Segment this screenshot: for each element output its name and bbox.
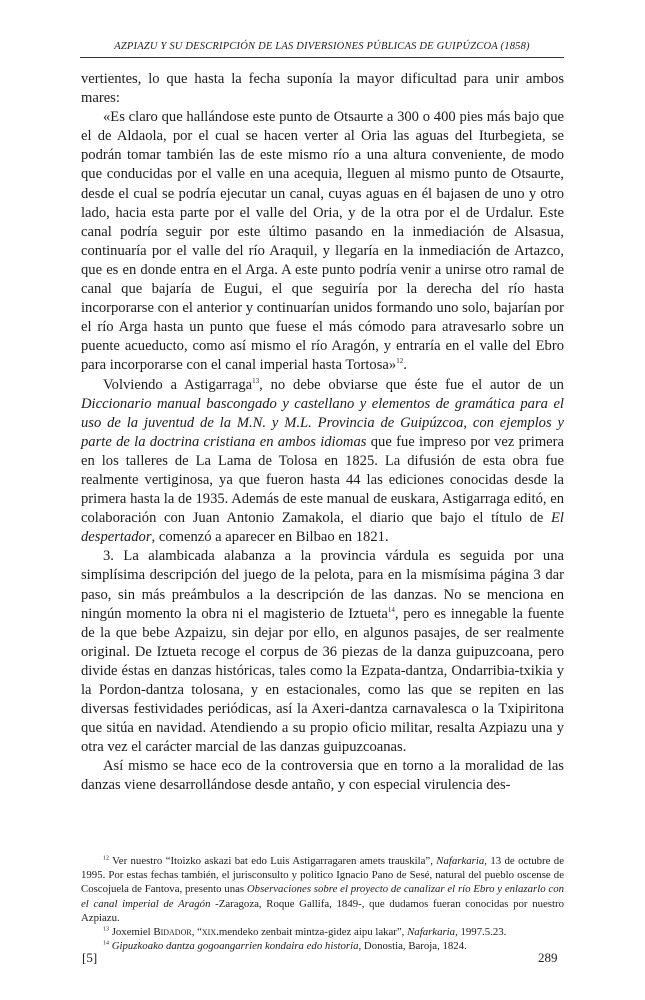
running-header: AZPIAZU Y SU DESCRIPCIÓN DE LAS DIVERSIONES PÚBLICAS DE GUIPÚZCOA (1858)	[114, 41, 530, 52]
paragraph-4	[81, 547, 564, 757]
footnote-14	[81, 939, 564, 953]
footnote-ref-13: 13	[252, 376, 260, 385]
work-title: Gipuzkoako dantza gogoangarrien kondaira edo historia,	[111, 940, 362, 953]
quote-text: «Es claro que hallándose este punto de Otsaurte a 300 o 400 pies más bajo que el de Aldaola, por el cual se hacen verter al Oria las aguas del Iturbegieta, se podrán tomar también las de este mismo río a una altura conveniente, de modo que conducidas por el valle en una acequia, lleguen al mismo punto de Otsaurte, desde el cual se podría ejecutar un canal, cuyas aguas en él bajasen de uno y otro lado, hacia esta parte por el valle del Oria, y de la otra por el de Urdalur. Este canal podría seguir por este último pasando en la inmediación de Alsasua, continuaría por el valle del río Araquil, y llegaría en la inmediación de Artazco, que es en donde entra en el Arga. A este punto podría venir a unirse otro ramal de canal que bajaría de Eugui, el que seguiría por la derecha del río hasta incorporarse con el anterior y continuarían unidos formando uno solo, bajarían por el río Arga hasta un punto que fuese el más cómodo para atravesarlo sobre un puente acueducto, como así mismo el río Aragón, y entraría en el valle del Ebro para incorporarse con el canal imperial hasta Tortosa»	[81, 109, 564, 374]
footnote-text: Ver nuestro “Itoizko askazi bat edo Luis Astigarragaren amets trauskila”,	[112, 855, 437, 867]
quote-end: .	[403, 357, 407, 374]
footnote-text: -Zaragoza, Roque Gallifa, 1849-, que dudamos fueran conocidas por nuestro Azpiazu.	[81, 897, 564, 924]
publication-title: Nafarkaria,	[436, 855, 487, 867]
author-name: Joxemiel	[111, 926, 154, 939]
p3-text-a: Volviendo a Astigarraga	[103, 376, 253, 393]
footnote-ref-14: 14	[387, 605, 395, 614]
footnote-text: 1997.5.23.	[457, 926, 507, 939]
main-text	[81, 70, 564, 796]
footnote-text: , “	[191, 926, 202, 939]
footnote-ref-12: 12	[396, 357, 404, 366]
paragraph-5: Así mismo se hace eco de la controversia que en torno a la moralidad de las danzas viene desarrollándose desde antaño, y con especial virulencia des-	[81, 758, 564, 794]
header-rule	[80, 57, 564, 58]
footnote-text: 13 de octubre de 1995. Por estas fechas también, el jurisconsulto y político Ignacio Pano de Sesé, natural del pueblo oscense de Coscojuela de Fantova, presento unas	[81, 855, 564, 896]
p3-text-b: , no debe obviarse que éste fue el autor de un	[259, 376, 564, 393]
footnote-number: 13	[103, 926, 109, 933]
author-surname: Bidador	[153, 926, 192, 939]
page-number: 289	[538, 950, 558, 965]
publication-title: Nafarkaria,	[407, 926, 458, 939]
p4-text-b: , pero es innegable la fuente de la que bebe Azpaizu, sin dejar por ello, en algunos pasajes, de ser realmente original. De Iztueta recoge el corpus de 36 piezas de la danza guipuzcoana, pero divide éstas en danzas históricas, tales como la Ezpata-dantza, Ondarribia-txikia y la Pordon-dantza tolosana, y en estacionales, como las que se repiten en las diversas festividades periódicas, así la Axeri-dantza carnavalesca o la Txipiritona que sitúa en navidad. Atendiendo a su propio oficio militar, resalta Azpiazu una y otra vez el carácter marcial de las danzas guipuzcoanas.	[81, 605, 564, 756]
section-number: [5]	[82, 950, 98, 965]
footnote-12	[81, 854, 564, 925]
footnote-text: Donostia, Baroja, 1824.	[361, 940, 467, 953]
paragraph-quote	[81, 108, 564, 375]
newspaper-title: El despertador	[81, 510, 564, 546]
footnote-number: 12	[103, 855, 109, 862]
paragraph-1: vertientes, lo que hasta la fecha suponía la mayor dificultad para unir ambos mares:	[81, 71, 564, 107]
century-numeral: xix	[201, 926, 217, 939]
footnote-text: .mendeko zenbait mintza-gidez aipu lakar”,	[216, 926, 408, 939]
paragraph-3	[81, 376, 564, 548]
p4-text-a: 3. La alambicada alabanza a la provincia várdula es seguida por una simplísima descripción del juego de la pelota, para en la mismísima página 3 dar paso, sin más preámbulos a la descripción de las danzas. No se menciona en ningún momento la obra ni el magisterio de Iztueta	[81, 548, 564, 622]
footnote-13	[81, 925, 564, 939]
footnotes	[81, 854, 564, 953]
p3-text-d: , comenzó a aparecer en Bilbao en 1821.	[151, 529, 389, 546]
p3-text-c: que fue impreso por vez primera en los talleres de La Lama de Tolosa en 1825. La difusión de esta obra fue realmente vertiginosa, ya que fueron hasta 44 las ediciones conocidas desde la primera hasta la de 1935. Además de este manual de euskara, Astigarraga editó, en colaboración con Juan Antonio Zamakola, el diario que bajo el título de	[81, 433, 564, 527]
dictionary-title: Diccionario manual bascongado y castellano y elementos de gramática para el uso de la juventud de la M.N. y M.L. Provincia de Guipúzcoa, con ejemplos y parte de la doctrina cristiana en ambos idiomas	[81, 395, 564, 450]
footnote-number: 14	[103, 940, 109, 947]
work-title: Observaciones sobre el proyecto de canalizar el río Ebro y enlazarlo con el canal imperial de Aragón	[81, 883, 564, 910]
